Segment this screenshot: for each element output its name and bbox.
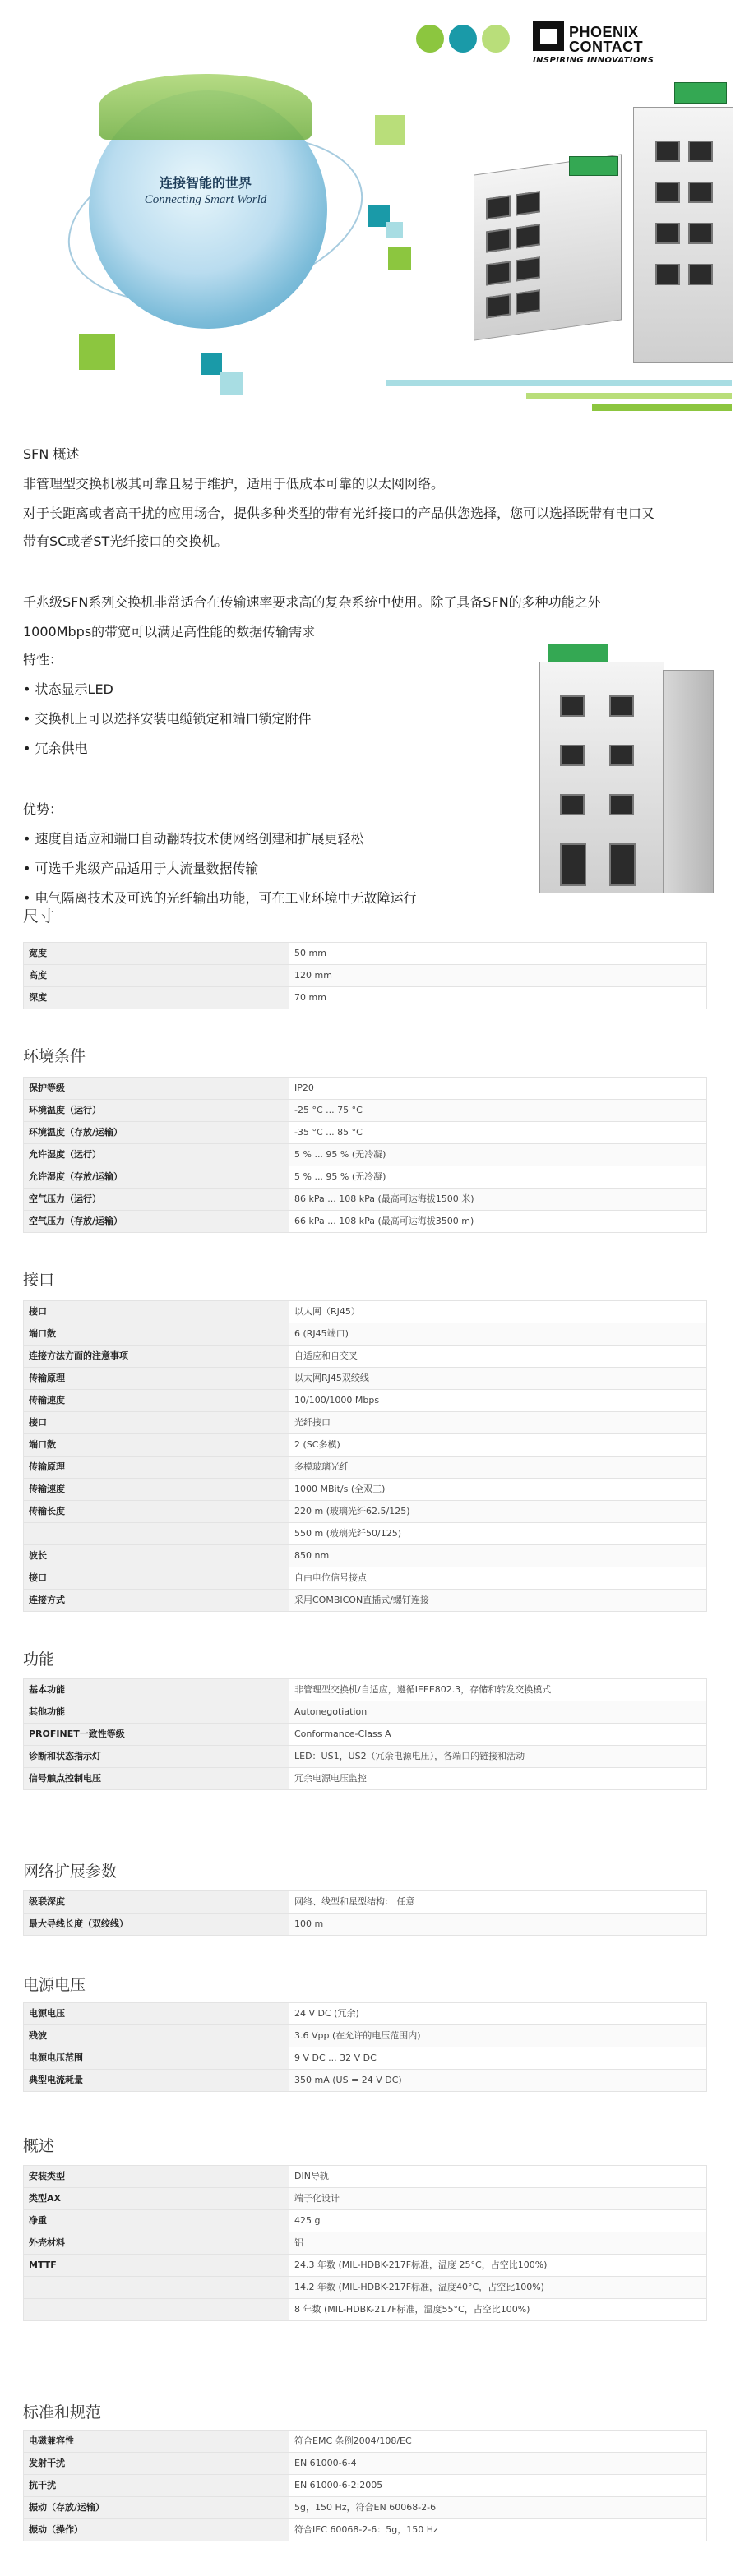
section-title-power: 电源电压 <box>23 1976 86 1994</box>
spec-label: 高度 <box>24 965 289 987</box>
spec-label: 波长 <box>24 1545 289 1567</box>
spec-label: 信号触点控制电压 <box>24 1768 289 1790</box>
advantage-item: • 可选千兆级产品适用于大流量数据传输 <box>23 861 259 876</box>
spec-value: Conformance-Class A <box>289 1724 707 1746</box>
overview-paragraph-2a: 对于长距离或者高干扰的应用场合，提供多种类型的带有光纤接口的产品供您选择，您可以选择既带有电口又 <box>23 506 655 521</box>
table-row <box>24 943 707 965</box>
spec-value: 24 V DC (冗余) <box>289 2003 707 2025</box>
spec-label: 连接方式 <box>24 1590 289 1612</box>
decor-square <box>220 372 243 395</box>
hero-banner <box>0 0 740 411</box>
spec-value: 10/100/1000 Mbps <box>289 1390 707 1412</box>
overview-paragraph-1: 非管理型交换机极其可靠且易于维护，适用于低成本可靠的以太网网络。 <box>23 476 445 492</box>
decor-square <box>386 222 403 238</box>
advantage-item: • 速度自适应和端口自动翻转技术使网络创建和扩展更轻松 <box>23 831 364 847</box>
table-row <box>24 2299 707 2321</box>
spec-value: 9 V DC ... 32 V DC <box>289 2047 707 2070</box>
spec-value: 自由电位信号接点 <box>289 1567 707 1590</box>
decor-bar <box>526 393 732 399</box>
spec-label: 残波 <box>24 2025 289 2047</box>
city-skyline-graphic <box>99 74 312 140</box>
spec-table-dimensions <box>23 942 707 1009</box>
spec-value: 网络、线型和星型结构： 任意 <box>289 1891 707 1914</box>
spec-value: 220 m (玻璃光纤62.5/125) <box>289 1501 707 1523</box>
spec-label: 诊断和状态指示灯 <box>24 1746 289 1768</box>
table-row <box>24 987 707 1009</box>
table-row <box>24 1144 707 1166</box>
feature-item: • 冗余供电 <box>23 741 88 756</box>
table-row <box>24 965 707 987</box>
switch-device-front <box>474 154 622 340</box>
spec-table-general <box>23 2165 707 2321</box>
spec-label: 电源电压 <box>24 2003 289 2025</box>
spec-label <box>24 2277 289 2299</box>
spec-value: 5g，150 Hz，符合EN 60068-2-6 <box>289 2497 707 2519</box>
spec-value: Autonegotiation <box>289 1701 707 1724</box>
table-row <box>24 1746 707 1768</box>
spec-value: 端子化设计 <box>289 2188 707 2210</box>
spec-value: 1000 MBit/s (全双工) <box>289 1479 707 1501</box>
spec-label: 接口 <box>24 1567 289 1590</box>
table-row <box>24 1545 707 1567</box>
spec-value: 符合IEC 60068-2-6：5g，150 Hz <box>289 2519 707 2541</box>
features-heading: 特性： <box>23 652 63 667</box>
spec-label: MTTF <box>24 2255 289 2277</box>
table-row <box>24 1590 707 1612</box>
spec-value: 以太网（RJ45） <box>289 1301 707 1323</box>
spec-label: 发射干扰 <box>24 2453 289 2475</box>
decor-bar <box>386 380 732 386</box>
table-row <box>24 1100 707 1122</box>
section-title-general: 概述 <box>23 2137 55 2155</box>
spec-value: 850 nm <box>289 1545 707 1567</box>
table-row <box>24 2519 707 2541</box>
section-title-network: 网络扩展参数 <box>23 1863 118 1881</box>
section-title-interface: 接口 <box>23 1271 55 1289</box>
table-row <box>24 2166 707 2188</box>
spec-value: LED：US1，US2（冗余电源电压），各端口的链接和活动 <box>289 1746 707 1768</box>
decor-square <box>79 334 115 370</box>
spec-value: 550 m (玻璃光纤50/125) <box>289 1523 707 1545</box>
spec-value: 8 年数 (MIL-HDBK-217F标准，温度55°C，占空比100%) <box>289 2299 707 2321</box>
spec-value: 66 kPa ... 108 kPa (最高可达海拔3500 m) <box>289 1211 707 1233</box>
spec-value: 14.2 年数 (MIL-HDBK-217F标准，温度40°C，占空比100%) <box>289 2277 707 2299</box>
spec-label: 空气压力（运行） <box>24 1189 289 1211</box>
spec-value: -35 °C ... 85 °C <box>289 1122 707 1144</box>
banner-title: 连接智能的世界 <box>159 175 252 191</box>
table-row <box>24 1914 707 1936</box>
table-row <box>24 1390 707 1412</box>
spec-label: 接口 <box>24 1412 289 1434</box>
table-row <box>24 2025 707 2047</box>
spec-value: 2 (SC多模) <box>289 1434 707 1457</box>
decor-square <box>388 247 411 270</box>
phoenix-contact-logo <box>533 21 664 66</box>
table-row <box>24 2003 707 2025</box>
overview-paragraph-2b: 带有SC或者ST光纤接口的交换机。 <box>23 533 229 549</box>
spec-value: 100 m <box>289 1914 707 1936</box>
spec-label: 电磁兼容性 <box>24 2431 289 2453</box>
spec-label: 接口 <box>24 1301 289 1323</box>
table-row <box>24 1434 707 1457</box>
spec-label: 端口数 <box>24 1323 289 1346</box>
table-row <box>24 1457 707 1479</box>
spec-value: 符合EMC 条例2004/108/EC <box>289 2431 707 2453</box>
table-row <box>24 2277 707 2299</box>
spec-value: 光纤接口 <box>289 1412 707 1434</box>
table-row <box>24 1211 707 1233</box>
feature-item: • 交换机上可以选择安装电缆锁定和端口锁定附件 <box>23 711 312 727</box>
spec-value: 冗余电源电压监控 <box>289 1768 707 1790</box>
spec-label: 最大导线长度（双绞线） <box>24 1914 289 1936</box>
spec-value: 350 mA (US = 24 V DC) <box>289 2070 707 2092</box>
spec-label: 外壳材料 <box>24 2232 289 2255</box>
table-row <box>24 2475 707 2497</box>
logo-tagline: INSPIRING INNOVATIONS <box>533 56 654 65</box>
section-title-dimensions: 尺寸 <box>23 907 55 926</box>
spec-label: 振动（操作） <box>24 2519 289 2541</box>
spec-value: -25 °C ... 75 °C <box>289 1100 707 1122</box>
table-row <box>24 1768 707 1790</box>
spec-table-network <box>23 1890 707 1936</box>
logo-icon <box>533 21 564 51</box>
spec-label: PROFINET一致性等级 <box>24 1724 289 1746</box>
table-row <box>24 1724 707 1746</box>
table-row <box>24 1122 707 1144</box>
terminal-block <box>674 82 727 104</box>
spec-value: 70 mm <box>289 987 707 1009</box>
spec-value: 425 g <box>289 2210 707 2232</box>
table-row <box>24 2047 707 2070</box>
spec-label: 传输长度 <box>24 1501 289 1523</box>
product-photo <box>523 637 720 908</box>
spec-label: 深度 <box>24 987 289 1009</box>
spec-label: 净重 <box>24 2210 289 2232</box>
spec-value: EN 61000-6-2:2005 <box>289 2475 707 2497</box>
table-row <box>24 1567 707 1590</box>
table-row <box>24 1078 707 1100</box>
spec-label: 抗干扰 <box>24 2475 289 2497</box>
spec-label: 端口数 <box>24 1434 289 1457</box>
spec-label: 传输速度 <box>24 1479 289 1501</box>
spec-value: 6 (RJ45端口) <box>289 1323 707 1346</box>
table-row <box>24 2232 707 2255</box>
spec-label: 传输速度 <box>24 1390 289 1412</box>
spec-label: 宽度 <box>24 943 289 965</box>
spec-label: 基本功能 <box>24 1679 289 1701</box>
spec-value: 86 kPa ... 108 kPa (最高可达海拔1500 米) <box>289 1189 707 1211</box>
spec-value: 以太网RJ45双绞线 <box>289 1368 707 1390</box>
table-row <box>24 2188 707 2210</box>
table-row <box>24 1189 707 1211</box>
table-row <box>24 1479 707 1501</box>
spec-label: 类型AX <box>24 2188 289 2210</box>
table-row <box>24 2453 707 2475</box>
spec-value: 铝 <box>289 2232 707 2255</box>
spec-value: EN 61000-6-4 <box>289 2453 707 2475</box>
spec-value: 3.6 Vpp (在允许的电压范围内) <box>289 2025 707 2047</box>
overview-paragraph-3a: 千兆级SFN系列交换机非常适合在传输速率要求高的复杂系统中使用。除了具备SFN的多种功能之外 <box>23 594 601 610</box>
table-row <box>24 1301 707 1323</box>
spec-value: 24.3 年数 (MIL-HDBK-217F标准，温度 25°C，占空比100%) <box>289 2255 707 2277</box>
decor-dot <box>482 25 510 53</box>
spec-table-standards <box>23 2430 707 2541</box>
spec-value: 50 mm <box>289 943 707 965</box>
table-row <box>24 2070 707 2092</box>
advantage-item: • 电气隔离技术及可选的光纤输出功能，可在工业环境中无故障运行 <box>23 890 417 906</box>
section-title-environment: 环境条件 <box>23 1047 86 1065</box>
spec-label: 传输原理 <box>24 1457 289 1479</box>
spec-value: IP20 <box>289 1078 707 1100</box>
spec-label <box>24 1523 289 1545</box>
table-row <box>24 1501 707 1523</box>
feature-item: • 状态显示LED <box>23 681 113 697</box>
table-row <box>24 1368 707 1390</box>
spec-table-power <box>23 2002 707 2092</box>
spec-value: 采用COMBICON直插式/螺钉连接 <box>289 1590 707 1612</box>
spec-label: 允许湿度（存放/运输） <box>24 1166 289 1189</box>
section-title-functions: 功能 <box>23 1650 55 1669</box>
spec-label: 环境温度（存放/运输） <box>24 1122 289 1144</box>
decor-bar <box>592 404 732 411</box>
advantages-heading: 优势： <box>23 801 63 817</box>
spec-label: 保护等级 <box>24 1078 289 1100</box>
spec-table-environment <box>23 1077 707 1233</box>
table-row <box>24 2497 707 2519</box>
decor-dot <box>449 25 477 53</box>
spec-label: 环境温度（运行） <box>24 1100 289 1122</box>
banner-subtitle: Connecting Smart World <box>144 193 267 206</box>
spec-label: 允许湿度（运行） <box>24 1144 289 1166</box>
spec-label: 连接方法方面的注意事项 <box>24 1346 289 1368</box>
table-row <box>24 2431 707 2453</box>
spec-label <box>24 2299 289 2321</box>
spec-value: 多模玻璃光纤 <box>289 1457 707 1479</box>
spec-table-interface <box>23 1300 707 1612</box>
spec-label: 空气压力（存放/运输） <box>24 1211 289 1233</box>
table-row <box>24 1166 707 1189</box>
spec-label: 安装类型 <box>24 2166 289 2188</box>
table-row <box>24 1701 707 1724</box>
table-row <box>24 2210 707 2232</box>
logo-wordmark: PHOENIX CONTACT <box>569 24 644 55</box>
spec-value: DIN导轨 <box>289 2166 707 2188</box>
spec-table-functions <box>23 1678 707 1790</box>
spec-label: 典型电流耗量 <box>24 2070 289 2092</box>
table-row <box>24 1346 707 1368</box>
spec-value: 自适应和自交叉 <box>289 1346 707 1368</box>
spec-value: 非管理型交换机/自适应，遵循IEEE802.3，存储和转发交换模式 <box>289 1679 707 1701</box>
section-title-standards: 标准和规范 <box>23 2403 102 2421</box>
overview-paragraph-3b: 1000Mbps的带宽可以满足高性能的数据传输需求 <box>23 624 316 639</box>
table-row <box>24 1412 707 1434</box>
spec-value: 120 mm <box>289 965 707 987</box>
spec-value: 5 % ... 95 % (无冷凝) <box>289 1144 707 1166</box>
table-row <box>24 1323 707 1346</box>
table-row <box>24 1679 707 1701</box>
terminal-block <box>569 156 618 176</box>
spec-label: 振动（存放/运输） <box>24 2497 289 2519</box>
spec-label: 传输原理 <box>24 1368 289 1390</box>
spec-label: 电源电压范围 <box>24 2047 289 2070</box>
decor-dot <box>416 25 444 53</box>
decor-square <box>375 115 405 145</box>
overview-heading: SFN 概述 <box>23 446 80 462</box>
table-row <box>24 1523 707 1545</box>
spec-label: 其他功能 <box>24 1701 289 1724</box>
table-row <box>24 1891 707 1914</box>
spec-label: 级联深度 <box>24 1891 289 1914</box>
decor-square <box>201 353 222 375</box>
switch-device-back <box>633 107 733 363</box>
table-row <box>24 2255 707 2277</box>
spec-value: 5 % ... 95 % (无冷凝) <box>289 1166 707 1189</box>
